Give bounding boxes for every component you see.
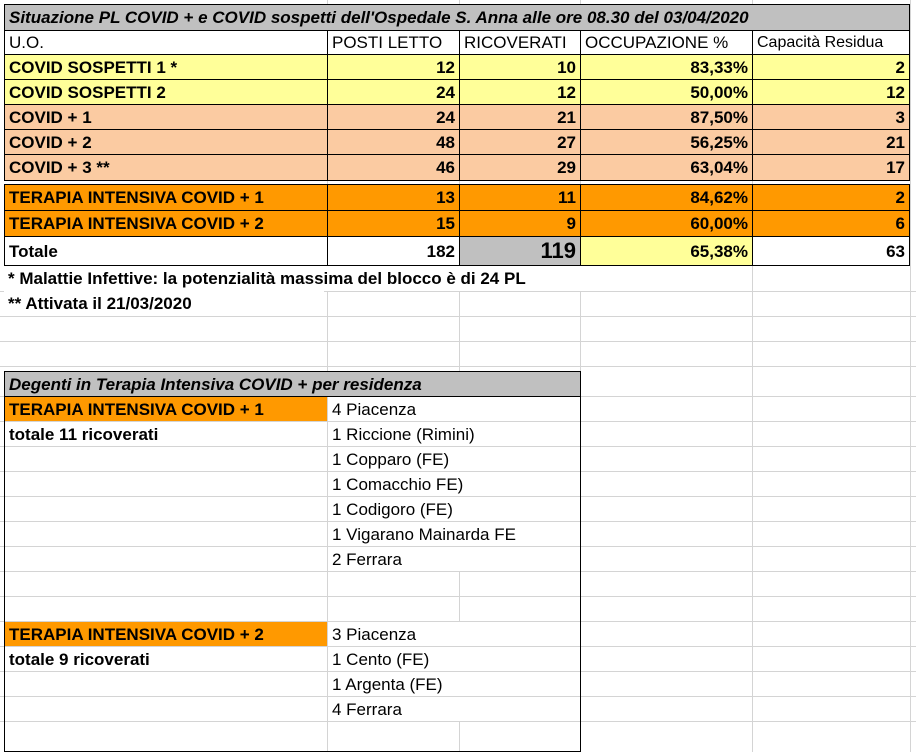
note-infettive: * Malattie Infettive: la potenzialità massima del blocco è di 24 PL bbox=[4, 266, 624, 291]
row-uo: COVID SOSPETTI 2 bbox=[4, 79, 328, 105]
row-posti: 24 bbox=[327, 104, 460, 130]
row-uo: COVID + 2 bbox=[4, 129, 328, 155]
row-residua: 21 bbox=[752, 129, 910, 155]
header-capacita-residua: Capacità Residua bbox=[752, 30, 910, 55]
header-occupazione: OCCUPAZIONE % bbox=[580, 30, 753, 55]
total-ricoverati: 119 bbox=[459, 236, 581, 266]
report-title: Situazione PL COVID + e COVID sospetti dell'Ospedale S. Anna alle ore 08.30 del 03/04/2020 bbox=[4, 4, 910, 31]
row-posti: 46 bbox=[327, 154, 460, 181]
row-residua: 2 bbox=[752, 184, 910, 211]
row-residua: 2 bbox=[752, 54, 910, 80]
row-uo: TERAPIA INTENSIVA COVID + 1 bbox=[4, 184, 328, 211]
row-ricoverati: 12 bbox=[459, 79, 581, 105]
residence-entry: 1 Comacchio FE) bbox=[328, 472, 578, 496]
residence-total-2: totale 9 ricoverati bbox=[5, 647, 325, 671]
residence-entry: 1 Riccione (Rimini) bbox=[328, 422, 578, 446]
row-residua: 17 bbox=[752, 154, 910, 181]
row-uo: TERAPIA INTENSIVA COVID + 2 bbox=[4, 210, 328, 237]
grid-line bbox=[0, 316, 916, 317]
residence-entry: 3 Piacenza bbox=[328, 622, 578, 646]
header-ricoverati: RICOVERATI bbox=[459, 30, 581, 55]
row-posti: 24 bbox=[327, 79, 460, 105]
row-ricoverati: 9 bbox=[459, 210, 581, 237]
row-occupazione: 63,04% bbox=[580, 154, 753, 181]
residence-entry: 1 Copparo (FE) bbox=[328, 447, 578, 471]
row-posti: 15 bbox=[327, 210, 460, 237]
row-ricoverati: 27 bbox=[459, 129, 581, 155]
residence-title: Degenti in Terapia Intensiva COVID + per residenza bbox=[4, 371, 581, 397]
row-residua: 12 bbox=[752, 79, 910, 105]
row-occupazione: 83,33% bbox=[580, 54, 753, 80]
grid-line bbox=[910, 0, 911, 752]
residence-entry: 2 Ferrara bbox=[328, 547, 578, 571]
residence-unit-2: TERAPIA INTENSIVA COVID + 2 bbox=[5, 622, 327, 646]
total-residua: 63 bbox=[752, 236, 910, 266]
residence-unit-1: TERAPIA INTENSIVA COVID + 1 bbox=[5, 397, 327, 421]
residence-entry: 4 Ferrara bbox=[328, 697, 578, 721]
row-uo: COVID SOSPETTI 1 * bbox=[4, 54, 328, 80]
row-residua: 6 bbox=[752, 210, 910, 237]
residence-entry: 1 Argenta (FE) bbox=[328, 672, 578, 696]
row-ricoverati: 29 bbox=[459, 154, 581, 181]
header-posti-letto: POSTI LETTO bbox=[327, 30, 460, 55]
row-posti: 13 bbox=[327, 184, 460, 211]
residence-entry: 1 Vigarano Mainarda FE bbox=[328, 522, 578, 546]
residence-entry: 1 Codigoro (FE) bbox=[328, 497, 578, 521]
grid-line bbox=[0, 341, 916, 342]
row-posti: 12 bbox=[327, 54, 460, 80]
grid-line bbox=[0, 571, 916, 572]
total-occupazione: 65,38% bbox=[580, 236, 753, 266]
grid-line bbox=[0, 596, 916, 597]
grid-line bbox=[0, 366, 916, 367]
row-uo: COVID + 3 ** bbox=[4, 154, 328, 181]
row-occupazione: 50,00% bbox=[580, 79, 753, 105]
total-label: Totale bbox=[4, 236, 328, 266]
row-occupazione: 56,25% bbox=[580, 129, 753, 155]
row-ricoverati: 10 bbox=[459, 54, 581, 80]
row-ricoverati: 11 bbox=[459, 184, 581, 211]
total-posti: 182 bbox=[327, 236, 460, 266]
row-uo: COVID + 1 bbox=[4, 104, 328, 130]
header-uo: U.O. bbox=[4, 30, 328, 55]
row-residua: 3 bbox=[752, 104, 910, 130]
row-occupazione: 87,50% bbox=[580, 104, 753, 130]
row-ricoverati: 21 bbox=[459, 104, 581, 130]
row-occupazione: 60,00% bbox=[580, 210, 753, 237]
residence-entry: 4 Piacenza bbox=[328, 397, 578, 421]
grid-line bbox=[0, 721, 916, 722]
row-occupazione: 84,62% bbox=[580, 184, 753, 211]
row-posti: 48 bbox=[327, 129, 460, 155]
note-attivata: ** Attivata il 21/03/2020 bbox=[4, 291, 324, 316]
residence-total-1: totale 11 ricoverati bbox=[5, 422, 325, 446]
residence-entry: 1 Cento (FE) bbox=[328, 647, 578, 671]
